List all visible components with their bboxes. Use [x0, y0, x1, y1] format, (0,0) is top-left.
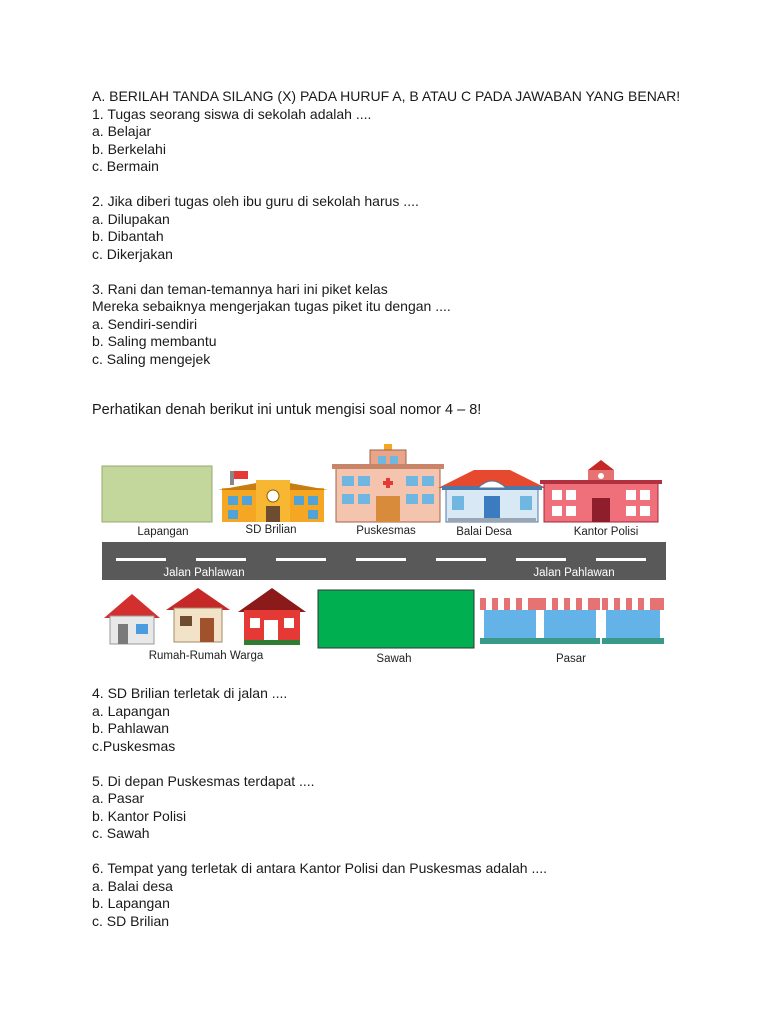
question-6-option-c: c. SD Brilian	[92, 912, 170, 929]
question-3-option-a: a. Sendiri-sendiri	[92, 315, 198, 332]
label-puskesmas: Puskesmas	[356, 525, 416, 537]
question-1: 1. Tugas seorang siswa di sekolah adalah ....	[92, 105, 372, 122]
label-lapangan: Lapangan	[137, 526, 189, 538]
label-sd-brilian: SD Brilian	[245, 524, 297, 536]
section-a-heading: A. BERILAH TANDA SILANG (X) PADA HURUF A, B ATAU C PADA JAWABAN YANG BENAR!	[92, 88, 681, 104]
section-b	[92, 685, 692, 930]
market-stall-icon	[480, 598, 540, 644]
question-2-option-b: b. Dibantah	[92, 228, 164, 244]
question-4-option-c: c.Puskesmas	[92, 737, 176, 754]
field-sawah	[318, 590, 474, 648]
health-center-building-icon	[332, 444, 444, 522]
question-5: 5. Di depan Puskesmas terdapat ....	[92, 772, 315, 789]
question-2: 2. Jika diberi tugas oleh ibu guru di sekolah harus ....	[92, 193, 419, 209]
question-2-option-c: c. Dikerjakan	[92, 245, 173, 262]
road-label-right: Jalan Pahlawan	[533, 567, 615, 579]
question-3-option-c: c. Saling mengejek	[92, 350, 211, 367]
question-1-option-c: c. Bermain	[92, 158, 159, 174]
question-4-option-a: a. Lapangan	[92, 702, 170, 719]
field-lapangan	[102, 466, 212, 522]
label-rumah-rumah-warga: Rumah-Rumah Warga	[148, 650, 264, 662]
question-3: 3. Rani dan teman-temannya hari ini piket kelas	[92, 280, 388, 297]
label-pasar: Pasar	[555, 653, 587, 665]
market-stall-icon	[602, 598, 664, 644]
spacer	[92, 843, 692, 861]
question-6: 6. Tempat yang terletak di antara Kantor Polisi dan Puskesmas adalah ....	[92, 860, 547, 876]
question-3-line-2: Mereka sebaiknya mengerjakan tugas piket itu dengan ....	[92, 298, 451, 314]
question-5-option-a: a. Pasar	[92, 790, 145, 806]
question-1-option-a: a. Belajar	[92, 123, 152, 139]
label-kantor-polisi: Kantor Polisi	[573, 526, 639, 538]
school-building-icon	[218, 471, 328, 522]
question-4: 4. SD Brilian terletak di jalan ....	[92, 685, 288, 701]
question-3-option-b: b. Saling membantu	[92, 333, 217, 349]
spacer	[92, 176, 692, 194]
house-icon	[238, 588, 306, 645]
village-hall-building-icon	[438, 470, 546, 522]
police-office-building-icon	[540, 460, 662, 522]
section-a	[92, 88, 692, 368]
label-sawah: Sawah	[376, 653, 412, 665]
question-4-option-b: b. Pahlawan	[92, 720, 170, 736]
question-6-option-a: a. Balai desa	[92, 877, 173, 894]
map-intro: Perhatikan denah berikut ini untuk mengisi soal nomor 4 – 8!	[92, 402, 482, 418]
spacer	[92, 755, 692, 773]
road-label-left: Jalan Pahlawan	[163, 567, 245, 579]
village-map	[96, 440, 671, 670]
question-5-option-c: c. Sawah	[92, 825, 150, 841]
question-5-option-b: b. Kantor Polisi	[92, 807, 187, 824]
spacer	[92, 263, 692, 281]
label-balai-desa: Balai Desa	[456, 526, 512, 538]
question-6-option-b: b. Lapangan	[92, 895, 170, 911]
question-1-option-b: b. Berkelahi	[92, 140, 166, 157]
house-icon	[166, 588, 230, 642]
question-2-option-a: a. Dilupakan	[92, 210, 170, 227]
market-stall-icon	[540, 598, 600, 644]
house-icon	[104, 594, 160, 644]
